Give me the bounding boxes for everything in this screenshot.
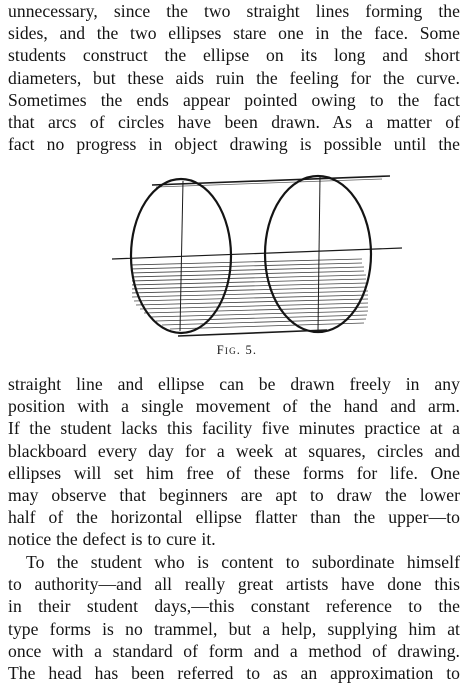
text-line: unnecessary, since the two straight lines forming the	[8, 1, 460, 21]
text-line: once with a standard of form and a method of drawing.	[8, 640, 460, 661]
text-line: position with a single movement of the hand and arm.	[8, 396, 460, 417]
text-line: diameters, but these aids ruin the feeling for the curve.	[8, 67, 460, 88]
text-line: in their student days,—this constant reference to the	[8, 596, 460, 617]
text-line: If the student lacks this facility five minutes practice at a	[8, 418, 460, 439]
shading-hatch	[130, 259, 368, 329]
text-line: The head has been referred to as an approximation to	[8, 663, 460, 684]
text-line: half of the horizontal ellipse flatter than the upper—to	[8, 507, 460, 528]
text-line: type forms is no trammel, but a help, supplying him at	[8, 618, 460, 639]
text-line: sides, and the two ellipses stare one in the face. Some	[8, 23, 460, 44]
horizontal-axis-line	[112, 248, 402, 259]
text-line: straight line and ellipse can be drawn freely in any	[8, 374, 460, 394]
text-line: fact no progress in object drawing is possible until the	[8, 134, 460, 155]
text-line: to authority—and all really great artists have done this	[8, 574, 460, 595]
text-line: that arcs of circles have been drawn. As a matter of	[8, 112, 460, 133]
text-line: ellipses will set him free of these forms for life. One	[8, 462, 460, 483]
figure-5-drawing	[112, 173, 402, 343]
text-line: Sometimes the ends appear pointed owing to the fact	[8, 89, 460, 110]
cylinder-sketch	[112, 173, 402, 343]
text-line: blackboard every day for a week at squares, circles and	[8, 440, 460, 461]
text-line: students construct the ellipse on its long and short	[8, 45, 460, 66]
bottom-tangent-line	[178, 330, 327, 336]
paragraph-3	[8, 551, 460, 684]
figure-caption: Fig. 5.	[216, 343, 258, 357]
paragraph-1	[8, 0, 460, 155]
text-line: To the student who is content to subordinate himself	[26, 552, 460, 572]
paragraph-2	[8, 373, 460, 551]
text-line: notice the defect is to cure it.	[8, 529, 216, 550]
text-line: may observe that beginners are apt to draw the lower	[8, 485, 460, 506]
